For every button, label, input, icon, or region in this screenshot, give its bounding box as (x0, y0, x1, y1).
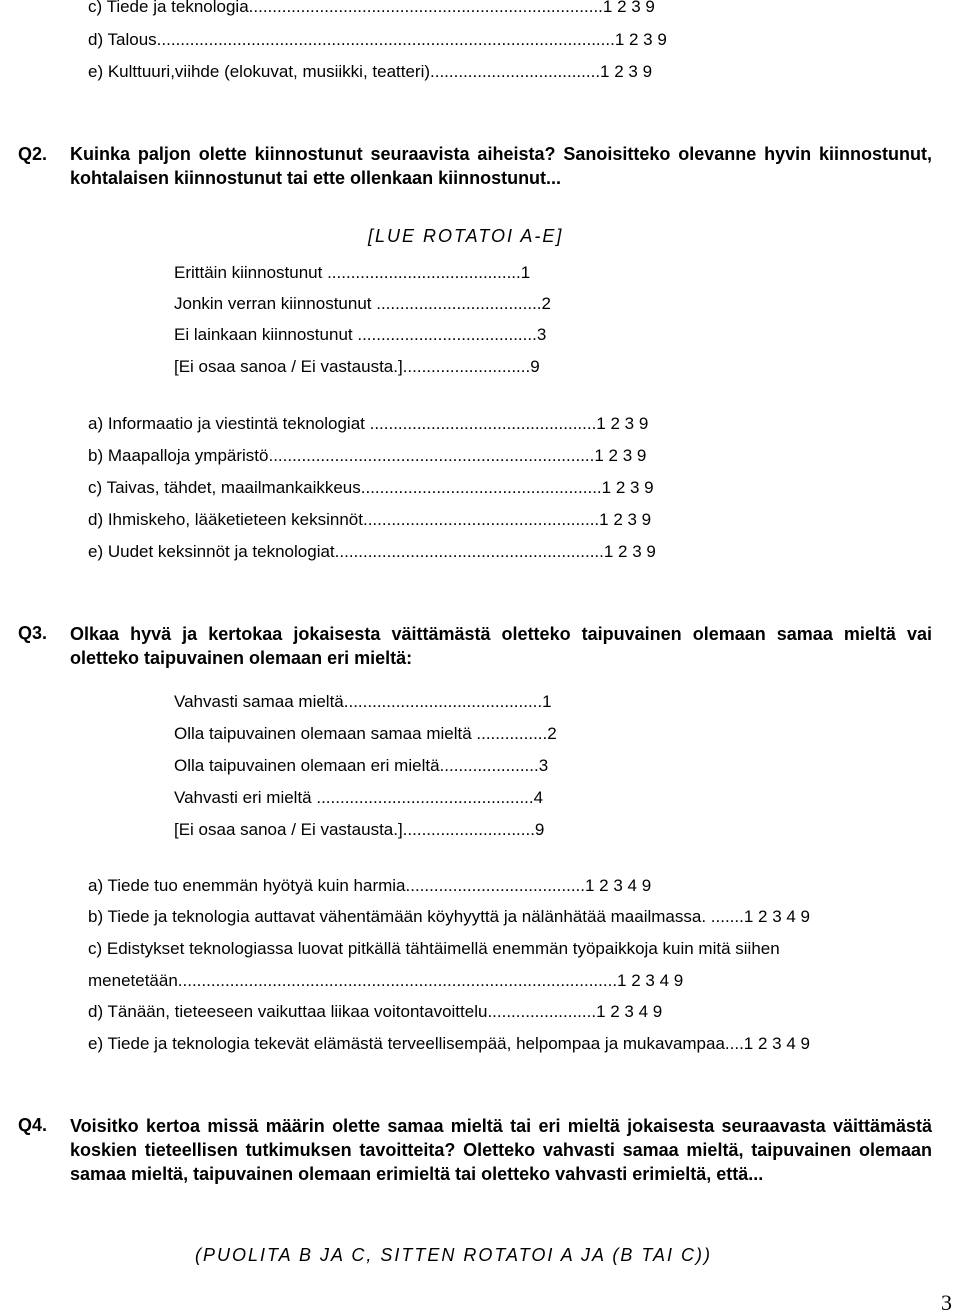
q3-scale-4: Vahvasti eri mieltä ..............................................4 (174, 788, 544, 807)
q2-scale-9: [Ei osaa sanoa / Ei vastausta.]...........................9 (174, 357, 540, 376)
q3-scale-3: Olla taipuvainen olemaan eri mieltä.....................3 (174, 756, 549, 775)
q2-item-b: b) Maapalloja ympäristö.....................................................................1 2 3 9 (88, 446, 647, 465)
q2-item-d: d) Ihmiskeho, lääketieteen keksinnöt..................................................1 2 3 9 (88, 510, 652, 529)
q3-item-e: e) Tiede ja teknologia tekevät elämästä terveellisempää, helpompaa ja mukavampaa....1 2 3 4 9 (88, 1034, 810, 1053)
q2-scale-1: Erittäin kiinnostunut .........................................1 (174, 263, 531, 282)
q3-question-text: Olkaa hyvä ja kertokaa jokaisesta väittämästä oletteko taipuvainen olemaan samaa mieltä vai oletteko taipuvainen olemaan eri mieltä: (70, 624, 932, 668)
q3-item-c-continued: menetetään.............................................................................................1 2 3 4 9 (88, 971, 684, 990)
q2-scale-2: Jonkin verran kiinnostunut ...................................2 (174, 294, 551, 313)
page-number: 3 (941, 1290, 952, 1315)
q3-scale-2: Olla taipuvainen olemaan samaa mieltä ...............2 (174, 724, 557, 743)
q2-item-c: c) Taivas, tähdet, maailmankaikkeus...................................................1 2 3 9 (88, 478, 654, 497)
q3-scale-9: [Ei osaa sanoa / Ei vastausta.]............................9 (174, 820, 545, 839)
q2-question-text: Kuinka paljon olette kiinnostunut seuraavista aiheista? Sanoisitteko olevanne hyvin kiinnostunut, kohtalaisen kiinnostunut tai ette ollenkaan kiinnostunut... (70, 144, 932, 188)
q2-number: Q2. (18, 144, 48, 164)
q2-item-e: e) Uudet keksinnöt ja teknologiat.........................................................1 2 3 9 (88, 542, 656, 561)
q4-question-text: Voisitko kertoa missä määrin olette samaa mieltä tai eri mieltä jokaisesta seuraavasta väittämästä koskien tieteellisen tutkimuksen tavoitteita? Oletteko vahvasti samaa mieltä, taipuvainen olemaan samaa mieltä, taipuvainen olemaan erimieltä tai oletteko vahvasti erimieltä, että... (70, 1116, 932, 1184)
q1-item-c: c) Tiede ja teknologia...........................................................................1 2 3 9 (88, 0, 655, 16)
q3-scale-1: Vahvasti samaa mieltä..........................................1 (174, 692, 552, 711)
q2-scale-3: Ei lainkaan kiinnostunut ......................................3 (174, 325, 547, 344)
q1-item-e: e) Kulttuuri,viihde (elokuvat, musiikki, teatteri)....................................1 2 3 9 (88, 62, 653, 81)
q3-item-b: b) Tiede ja teknologia auttavat vähentämään köyhyyttä ja nälänhätää maailmassa. .......1 2 3 4 9 (88, 907, 811, 926)
q3-number: Q3. (18, 623, 48, 643)
q3-item-d: d) Tänään, tieteeseen vaikuttaa liikaa voitontavoittelu.......................1 2 3 4 9 (88, 1002, 663, 1021)
q3-item-a: a) Tiede tuo enemmän hyötyä kuin harmia......................................1 2 3 4 9 (88, 876, 652, 895)
q2-item-a: a) Informaatio ja viestintä teknologiat ................................................1 2 3 9 (88, 414, 649, 433)
q3-item-c: c) Edistykset teknologiassa luovat pitkällä tähtäimellä enemmän työpaikkoja kuin mitä siihen (88, 939, 780, 958)
q2-instruction: [LUE ROTATOI A-E] (368, 226, 564, 246)
q4-number: Q4. (18, 1115, 48, 1135)
q1-item-d: d) Talous.................................................................................................1 2 3 9 (88, 30, 667, 49)
q4-instruction: (PUOLITA B JA C, SITTEN ROTATOI A JA (B TAI C)) (195, 1245, 713, 1265)
